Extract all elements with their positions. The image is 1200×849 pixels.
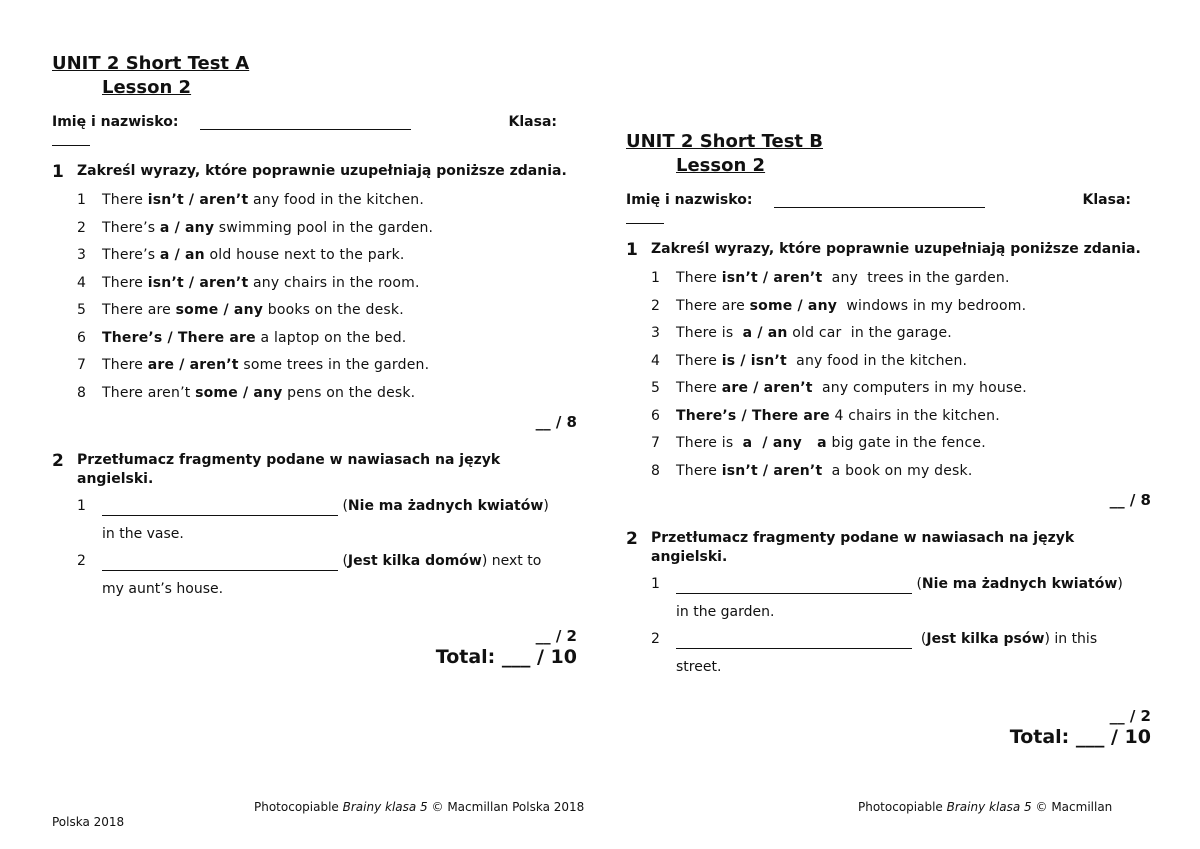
sentence-item: 3 There is a / an old car in the garage. (651, 325, 952, 341)
lesson-title: Lesson 2 (102, 77, 192, 98)
task-number: 1 (52, 162, 64, 182)
choice-options[interactable]: isn’t / aren’t (721, 270, 823, 286)
sentence-item: 7 There are / aren’t some trees in the garden. (77, 357, 430, 373)
task-instruction: Zakreśl wyrazy, które poprawnie uzupełniają poniższe zdania. (651, 241, 1141, 257)
translation-hint: Jest kilka psów (926, 631, 1045, 647)
task-number: 2 (52, 451, 64, 471)
sentence-item: 1 There isn’t / aren’t any trees in the garden. (651, 270, 1010, 286)
choice-options[interactable]: isn’t / aren’t (147, 274, 249, 291)
choice-options[interactable]: There’s / There are (102, 329, 256, 346)
sentence-item: 5 There are / aren’t any computers in my house. (651, 380, 1027, 396)
task-score: __ / 8 (1109, 491, 1151, 509)
choice-options[interactable]: are / aren’t (721, 380, 813, 396)
footer-copyright-a: Photocopiable Brainy klasa 5 © Macmillan Polska 2018 (254, 800, 585, 814)
task-score: __ / 2 (1109, 707, 1151, 725)
class-label: Klasa: (508, 114, 557, 130)
task-number: 1 (626, 240, 638, 260)
sentence-item: 2 There are some / any windows in my bedroom. (651, 297, 1027, 314)
task-instruction: Przetłumacz fragmenty podane w nawiasach na język angielski. (77, 452, 501, 487)
footer-copyright-b: Photocopiable Brainy klasa 5 © Macmillan (858, 800, 1113, 814)
name-label: Imię i nazwisko: (626, 192, 753, 208)
sentence-item: 4 There is / isn’t any food in the kitchen. (651, 352, 968, 369)
choice-options[interactable]: There’s / There are (676, 407, 830, 424)
task-2 (626, 529, 1151, 749)
class-label: Klasa: (1082, 192, 1131, 208)
task-score: __ / 2 (535, 627, 577, 645)
choice-options[interactable]: some / any (175, 302, 264, 318)
sentence-item: 1 There isn’t / aren’t any food in the kitchen. (77, 192, 425, 208)
translation-hint: Nie ma żadnych kwiatów (921, 576, 1118, 592)
translation-hint: Jest kilka domów (347, 553, 482, 569)
answer-blank[interactable] (102, 557, 338, 571)
choice-options[interactable]: is / isn’t (721, 352, 787, 369)
student-info-row (52, 114, 577, 134)
student-info-row (626, 192, 1151, 212)
task-1 (52, 162, 577, 431)
choice-options[interactable]: some / any (195, 384, 283, 401)
sentence-item: 7 There is a / any a big gate in the fence. (651, 435, 986, 451)
sentence-item: 8 There aren’t some / any pens on the desk. (77, 384, 416, 401)
translation-item: 2 ( Jest kilka psów ) in this street. (651, 631, 1098, 675)
translation-item: 1 ( Nie ma żadnych kwiatów ) in the garden. (651, 576, 1123, 620)
test-a-sheet (52, 52, 577, 669)
answer-blank[interactable] (676, 580, 912, 594)
answer-blank[interactable] (102, 502, 338, 516)
choice-options[interactable]: a / an (742, 325, 788, 341)
choice-options[interactable]: a / an (159, 247, 205, 263)
translation-item: 2 ( Jest kilka domów ) next to my aunt’s house. (77, 553, 542, 597)
choice-options[interactable]: some / any (749, 297, 838, 314)
answer-blank[interactable] (676, 635, 912, 649)
sentence-item: 6 There’s / There are 4 chairs in the kitchen. (651, 407, 1000, 424)
total-score: Total: ___ / 10 (435, 646, 577, 668)
test-title: UNIT 2 Short Test B (626, 131, 824, 152)
sentence-item: 2 There’s a / any swimming pool in the garden. (77, 219, 434, 236)
choice-options[interactable]: a / any a (742, 435, 827, 451)
name-label: Imię i nazwisko: (52, 114, 179, 130)
sentence-item: 4 There isn’t / aren’t any chairs in the room. (77, 274, 420, 291)
choice-options[interactable]: isn’t / aren’t (721, 462, 823, 479)
task-instruction: Przetłumacz fragmenty podane w nawiasach na język angielski. (651, 530, 1075, 565)
task-2 (52, 451, 577, 669)
sentence-item: 6 There’s / There are a laptop on the bed. (77, 329, 407, 346)
sentence-item: 8 There isn’t / aren’t a book on my desk. (651, 462, 973, 479)
footer-wrap-text: Polska 2018 (52, 815, 125, 829)
name-field[interactable] (200, 114, 411, 130)
sentence-list (52, 191, 577, 411)
translation-hint: Nie ma żadnych kwiatów (347, 498, 544, 514)
class-field[interactable] (52, 136, 90, 146)
footer-brand: Brainy klasa 5 (342, 800, 428, 814)
class-field[interactable] (626, 214, 664, 224)
choice-options[interactable]: are / aren’t (147, 357, 239, 373)
task-score: __ / 8 (535, 413, 577, 431)
sentence-item: 3 There’s a / an old house next to the park. (77, 247, 405, 263)
test-b-sheet (626, 130, 1151, 749)
name-field[interactable] (774, 192, 985, 208)
choice-options[interactable]: isn’t / aren’t (147, 192, 249, 208)
task-instruction: Zakreśl wyrazy, które poprawnie uzupełniają poniższe zdania. (77, 163, 567, 179)
sentence-item: 5 There are some / any books on the desk. (77, 302, 404, 318)
sentence-list (626, 269, 1151, 489)
task-1 (626, 240, 1151, 509)
total-score: Total: ___ / 10 (1009, 726, 1151, 748)
lesson-title: Lesson 2 (676, 155, 766, 176)
task-number: 2 (626, 529, 638, 549)
footer-brand: Brainy klasa 5 (946, 800, 1032, 814)
choice-options[interactable]: a / any (159, 219, 215, 236)
test-title: UNIT 2 Short Test A (52, 53, 250, 74)
translation-item: 1 ( Nie ma żadnych kwiatów ) in the vase. (77, 498, 549, 542)
